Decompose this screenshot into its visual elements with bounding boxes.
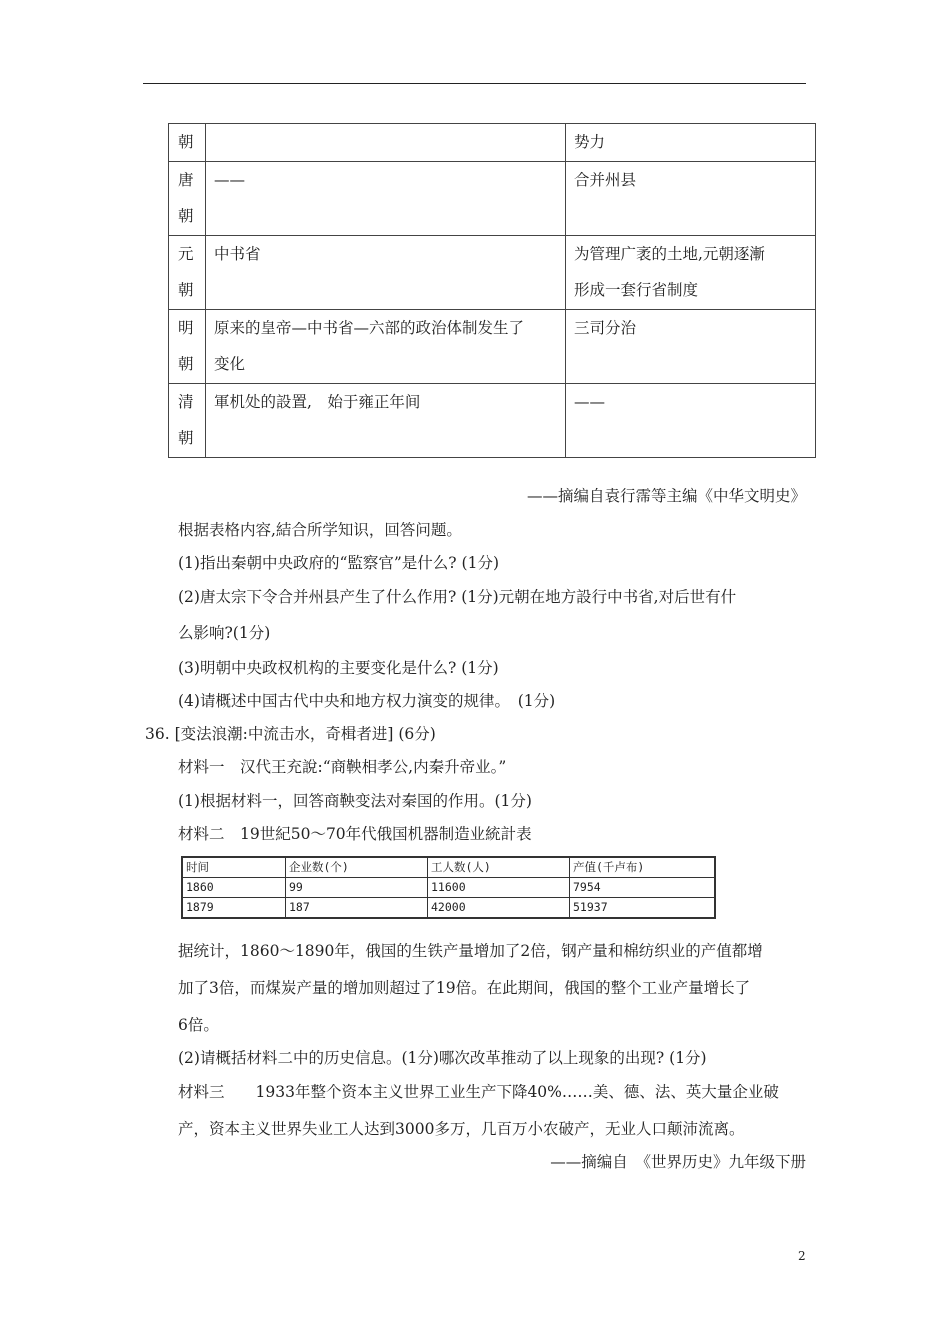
central-cell: 原来的皇帝—中书省—六部的政治体制发生了 变化	[206, 309, 566, 383]
dynasty-cell: 元 朝	[169, 235, 206, 309]
material-2-title: 材料二 19世紀50～70年代俄国机器制造业統計表	[178, 825, 532, 843]
question-intro: 根据表格内容,結合所学知识，回答问题。	[178, 521, 462, 539]
material-3-line1: 材料三 1933年整个资本主义世界工业生产下降40%……美、德、法、英大量企业破	[178, 1083, 779, 1101]
local-cell: ——	[566, 383, 816, 457]
dynasty-cell: 明 朝	[169, 309, 206, 383]
local-cell: 为管理广袤的土地,元朝逐漸 形成一套行省制度	[566, 235, 816, 309]
central-cell: 中书省	[206, 235, 566, 309]
statistics-line2: 加了3倍，而煤炭产量的增加则超过了19倍。在此期间，俄国的整个工业产量增长了	[178, 979, 751, 997]
table-row	[169, 309, 816, 383]
material-2-question: (2)请概括材料二中的历史信息。(1分)哪次改革推动了以上现象的出现? (1分)	[178, 1049, 707, 1067]
dynasty-cell: 朝	[169, 124, 206, 162]
local-cell: 三司分治	[566, 309, 816, 383]
central-cell: ——	[206, 161, 566, 235]
central-cell: 軍机处的設置, 始于雍正年间	[206, 383, 566, 457]
table-cell: 99	[286, 878, 428, 898]
table-cell: 7954	[570, 878, 716, 898]
table-row	[182, 878, 715, 898]
column-header: 时间	[182, 857, 286, 878]
table-cell: 11600	[428, 878, 570, 898]
local-cell: 合并州县	[566, 161, 816, 235]
question-36-title: 36. [变法浪潮:中流击水，奇楫者进] (6分)	[145, 725, 436, 743]
table-cell: 1860	[182, 878, 286, 898]
table-cell: 42000	[428, 898, 570, 919]
statistics-line3: 6倍。	[178, 1016, 219, 1034]
table-cell: 1879	[182, 898, 286, 919]
question-2-line1: (2)唐太宗下令合并州县产生了什么作用? (1分)元朝在地方設行中书省,对后世有什	[178, 588, 737, 606]
central-cell	[206, 124, 566, 162]
material-1: 材料一 汉代王充說:“商鞅相孝公,内秦升帝业。”	[178, 758, 507, 776]
column-header: 产值(千卢布)	[570, 857, 716, 878]
page-number: 2	[798, 1249, 806, 1263]
question-4: (4)请概述中国古代中央和地方权力演变的规律。 (1分)	[178, 692, 556, 710]
table-row	[169, 235, 816, 309]
dynasty-cell: 清 朝	[169, 383, 206, 457]
table-header-row	[182, 857, 715, 878]
question-1: (1)指出秦朝中央政府的“監察官”是什么? (1分)	[178, 554, 499, 572]
table-row	[169, 383, 816, 457]
table-row	[169, 161, 816, 235]
table-source: ——摘编自袁行霈等主编《中华文明史》	[526, 487, 806, 505]
column-header: 企业数(个)	[286, 857, 428, 878]
dynasty-cell: 唐 朝	[169, 161, 206, 235]
local-cell: 势力	[566, 124, 816, 162]
table-cell: 51937	[570, 898, 716, 919]
material-3-line2: 产，资本主义世界失业工人达到3000多万，几百万小农破产，无业人口颠沛流离。	[178, 1120, 745, 1138]
table-cell: 187	[286, 898, 428, 919]
material-1-question: (1)根据材料一，回答商鞅变法对秦国的作用。(1分)	[178, 792, 532, 810]
column-header: 工人数(人)	[428, 857, 570, 878]
question-2-line2: 么影响?(1分)	[178, 624, 271, 642]
statistics-line1: 据统计，1860～1890年，俄国的生铁产量增加了2倍，钢产量和棉纺织业的产值都增	[178, 942, 763, 960]
material-3-source: ——摘编自 《世界历史》九年级下册	[550, 1153, 806, 1171]
table-row	[182, 898, 715, 919]
header-rule	[143, 83, 806, 84]
question-3: (3)明朝中央政权机构的主要变化是什么? (1分)	[178, 659, 499, 677]
dynasty-table	[168, 123, 816, 458]
table-row	[169, 124, 816, 162]
russia-industry-table	[181, 856, 716, 919]
